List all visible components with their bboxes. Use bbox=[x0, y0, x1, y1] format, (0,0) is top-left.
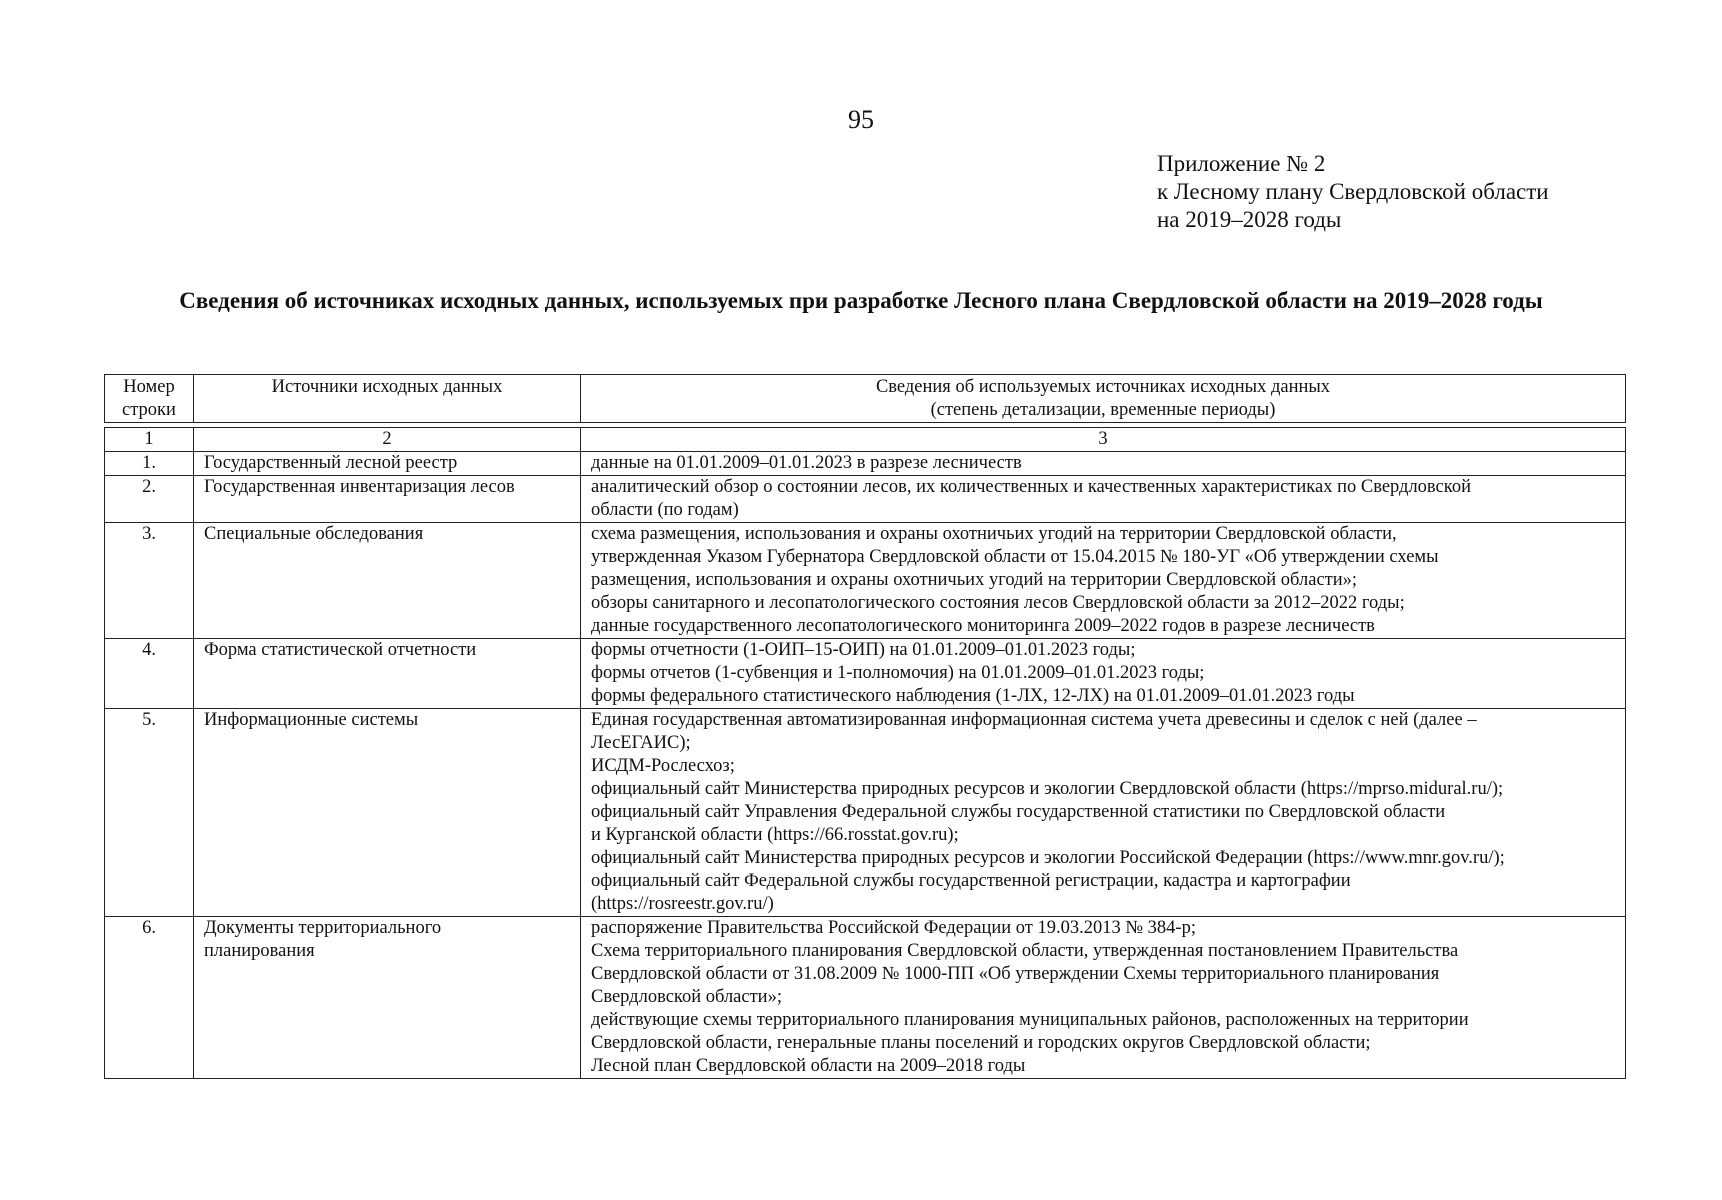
detail-line: официальный сайт Министерства природных ресурсов и экологии Российской Федерации (https://www.mnr.gov.ru/); bbox=[591, 848, 1505, 868]
page-number: 95 bbox=[848, 105, 874, 134]
row-number: 5. bbox=[105, 709, 194, 917]
row-details bbox=[581, 452, 1626, 476]
detail-line: распоряжение Правительства Российской Федерации от 19.03.2013 № 384-р; bbox=[591, 918, 1196, 938]
detail-line: аналитический обзор о состоянии лесов, их количественных и качественных характеристиках по Свердловской bbox=[591, 477, 1471, 497]
table-row bbox=[105, 523, 1626, 639]
detail-line: формы федерального статистического наблюдения (1-ЛХ, 12-ЛХ) на 01.01.2009–01.01.2023 годы bbox=[591, 686, 1355, 706]
appendix-line-1: Приложение № 2 bbox=[1157, 151, 1326, 176]
header-row-number-line-1: Номер bbox=[123, 377, 175, 397]
detail-line: формы отчетности (1-ОИП–15-ОИП) на 01.01.2009–01.01.2023 годы; bbox=[591, 640, 1136, 660]
column-number-1: 1 bbox=[105, 428, 194, 452]
detail-line: официальный сайт Федеральной службы государственной регистрации, кадастра и картографии bbox=[591, 871, 1351, 891]
row-number: 1. bbox=[105, 452, 194, 476]
detail-line: и Курганской области (https://66.rosstat.gov.ru); bbox=[591, 825, 959, 845]
row-number: 3. bbox=[105, 523, 194, 639]
row-details bbox=[581, 476, 1626, 523]
detail-line: утвержденная Указом Губернатора Свердловской области от 15.04.2015 № 180-УГ «Об утверждении схемы bbox=[591, 547, 1439, 567]
data-table bbox=[104, 427, 1626, 1079]
row-number: 6. bbox=[105, 917, 194, 1079]
detail-line: Свердловской области, генеральные планы поселений и городских округов Свердловской области; bbox=[591, 1033, 1371, 1053]
detail-line: действующие схемы территориального планирования муниципальных районов, расположенных на территории bbox=[591, 1010, 1469, 1030]
detail-line: Свердловской области от 31.08.2009 № 1000-ПП «Об утверждении Схемы территориального планирования bbox=[591, 964, 1440, 984]
row-source: Информационные системы bbox=[194, 709, 581, 917]
row-source: Государственный лесной реестр bbox=[194, 452, 581, 476]
header-details-line-2: (степень детализации, временные периоды) bbox=[930, 400, 1276, 420]
detail-line: данные государственного лесопатологического мониторинга 2009–2022 годов в разрезе лесничеств bbox=[591, 616, 1375, 636]
detail-line: Единая государственная автоматизированная информационная система учета древесины и сделок с ней (далее – bbox=[591, 710, 1477, 730]
detail-line: Схема территориального планирования Свердловской области, утвержденная постановлением Правительства bbox=[591, 941, 1459, 961]
detail-line: официальный сайт Управления Федеральной службы государственной статистики по Свердловской области bbox=[591, 802, 1446, 822]
row-number: 4. bbox=[105, 639, 194, 709]
detail-line: области (по годам) bbox=[591, 500, 739, 520]
header-details bbox=[581, 375, 1626, 423]
appendix-line-3: на 2019–2028 годы bbox=[1157, 207, 1342, 232]
detail-line: обзоры санитарного и лесопатологического состояния лесов Свердловской области за 2012–2022 годы; bbox=[591, 593, 1405, 613]
detail-line: схема размещения, использования и охраны охотничьих угодий на территории Свердловской области, bbox=[591, 524, 1397, 544]
detail-line: размещения, использования и охраны охотничьих угодий на территории Свердловской области»; bbox=[591, 570, 1358, 590]
column-number-3: 3 bbox=[581, 428, 1626, 452]
table-row bbox=[105, 639, 1626, 709]
document-title: Сведения об источниках исходных данных, используемых при разработке Лесного плана Свердловской области на 2019–2028 годы bbox=[179, 288, 1543, 313]
header-row-number-line-2: строки bbox=[122, 400, 176, 420]
row-details bbox=[581, 523, 1626, 639]
row-source: Форма статистической отчетности bbox=[194, 639, 581, 709]
detail-line: ЛесЕГАИС); bbox=[591, 733, 691, 753]
table-row bbox=[105, 709, 1626, 917]
detail-line: Свердловской области»; bbox=[591, 987, 782, 1007]
source-line: планирования bbox=[204, 941, 315, 961]
detail-line: (https://rosreestr.gov.ru/) bbox=[591, 894, 774, 914]
header-sources bbox=[194, 375, 581, 423]
header-row-number bbox=[105, 375, 194, 423]
detail-line: официальный сайт Министерства природных ресурсов и экологии Свердловской области (https://mprso.midural.ru/); bbox=[591, 779, 1504, 799]
column-number-2: 2 bbox=[194, 428, 581, 452]
header-row bbox=[105, 375, 1626, 423]
table-row bbox=[105, 917, 1626, 1079]
row-details bbox=[581, 917, 1626, 1079]
column-numbers-row bbox=[105, 428, 1626, 452]
detail-line: ИСДМ-Рослесхоз; bbox=[591, 756, 735, 776]
appendix-note bbox=[1157, 150, 1549, 234]
row-details bbox=[581, 709, 1626, 917]
header-sources-text: Источники исходных данных bbox=[271, 377, 503, 397]
detail-line: данные на 01.01.2009–01.01.2023 в разрезе лесничеств bbox=[591, 453, 1022, 473]
row-number: 2. bbox=[105, 476, 194, 523]
header-details-line-1: Сведения об используемых источниках исходных данных bbox=[875, 377, 1331, 397]
row-source: Специальные обследования bbox=[194, 523, 581, 639]
source-line: Документы территориального bbox=[204, 918, 442, 938]
appendix-line-2: к Лесному плану Свердловской области bbox=[1157, 179, 1549, 204]
table-row bbox=[105, 452, 1626, 476]
detail-line: формы отчетов (1-субвенция и 1-полномочия) на 01.01.2009–01.01.2023 годы; bbox=[591, 663, 1205, 683]
detail-line: Лесной план Свердловской области на 2009–2018 годы bbox=[591, 1056, 1026, 1076]
row-details bbox=[581, 639, 1626, 709]
row-source: Государственная инвентаризация лесов bbox=[194, 476, 581, 523]
row-source bbox=[194, 917, 581, 1079]
table-row bbox=[105, 476, 1626, 523]
table-header bbox=[104, 374, 1626, 423]
